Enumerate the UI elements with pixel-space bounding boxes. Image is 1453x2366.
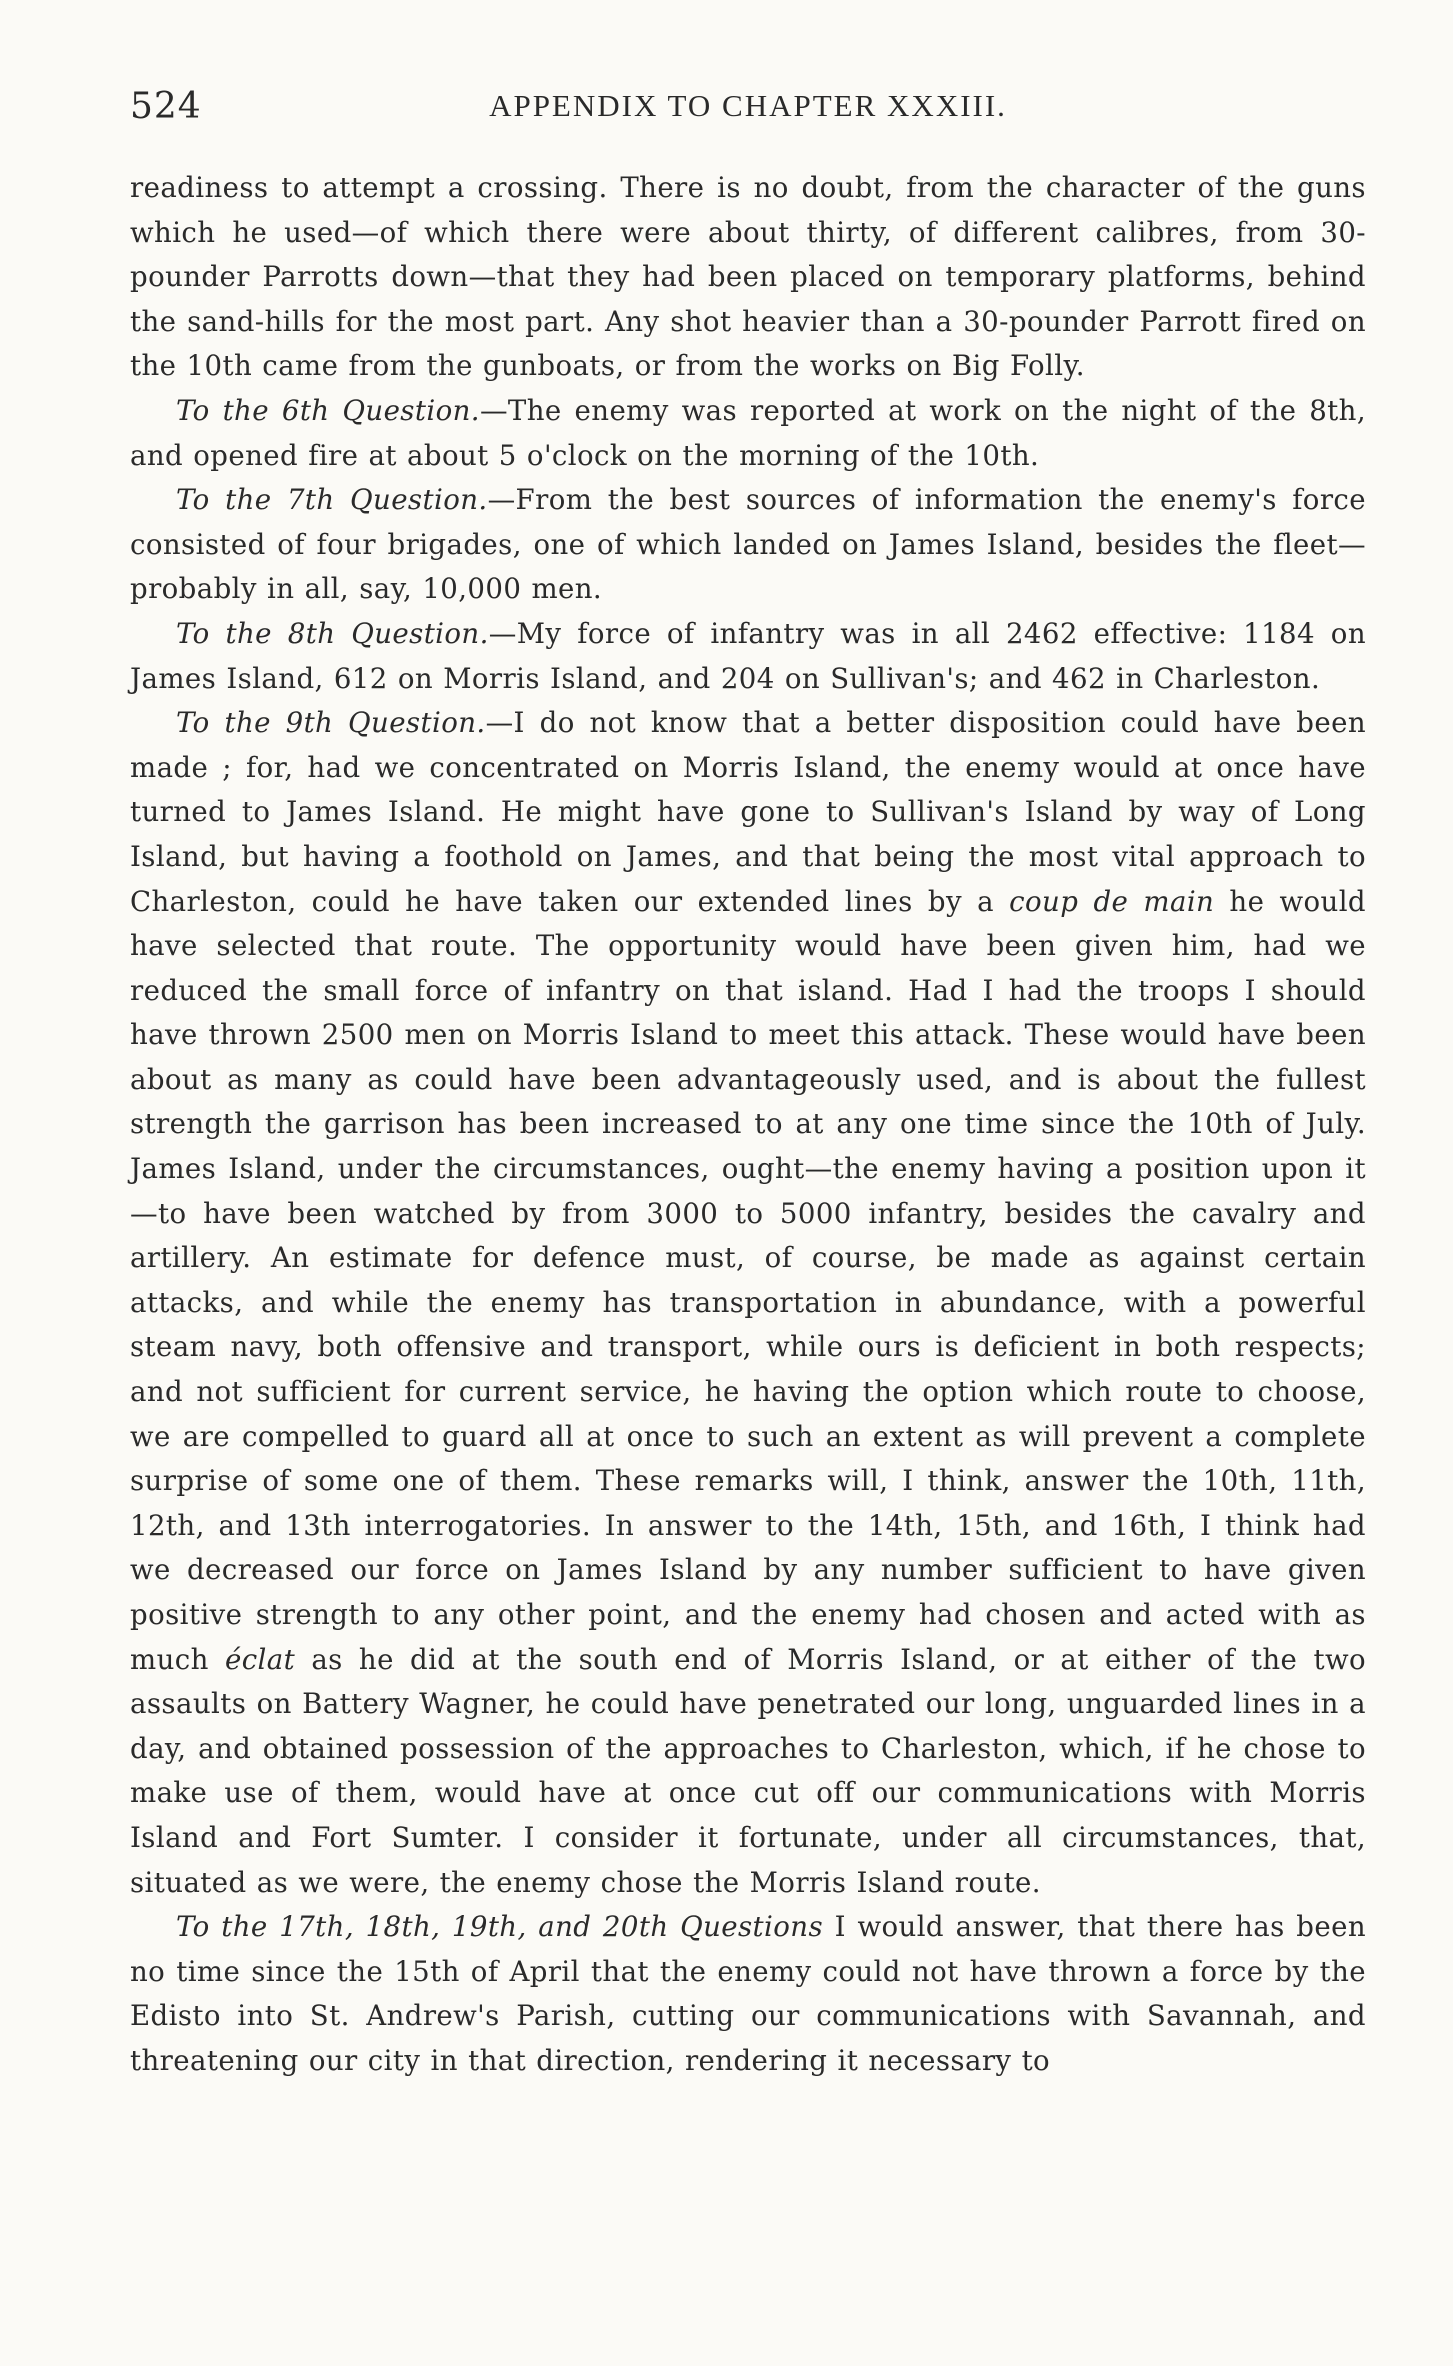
paragraph-text: —The enemy was reported at work on the night of the 8th, and opened fire at about 5 o'clock on the morning of the 10th. (130, 393, 1366, 472)
paragraph-8th-question (130, 612, 1366, 701)
paragraph-17th-20th-questions (130, 1905, 1366, 2083)
paragraph-text: —From the best sources of information the enemy's force consisted of four brigades, one of which landed on James Island, besides the fleet—probably in all, say, 10,000 men. (130, 483, 1366, 606)
question-lead: To the 6th Question. (176, 393, 480, 427)
question-lead: To the 9th Question. (176, 706, 486, 740)
paragraph-7th-question (130, 478, 1366, 612)
emphasis-coup-de-main: coup de main (1009, 884, 1215, 918)
body-text (130, 166, 1366, 2084)
paragraph-9th-question (130, 701, 1366, 1905)
page-header (130, 86, 1366, 136)
paragraph-text: as he did at the south end of Morris Island, or at either of the two assaults on Battery Wagner, he could have penetrated our long, unguarded lines in a day, and obtained possession of the approaches to Charleston, which, if he chose to make use of them, would have at once cut off our communications with Morris Island and Fort Sumter. I consider it fortunate, under all circumstances, that, situated as we were, the enemy chose the Morris Island route. (130, 1642, 1367, 1899)
emphasis-eclat: éclat (224, 1642, 296, 1676)
paragraph-text: —My force of infantry was in all 2462 effective: 1184 on James Island, 612 on Morris Island, and 204 on Sullivan's; and 462 in Charleston. (130, 616, 1366, 695)
paragraph-text: I would answer, that there has been no time since the 15th of April that the enemy could not have thrown a force by the Edisto into St. Andrew's Parish, cutting our communications with Savannah, and threatening our city in that direction, rendering it necessary to (130, 1910, 1366, 2077)
question-lead: To the 7th Question. (176, 483, 488, 517)
question-lead: To the 17th, 18th, 19th, and 20th Questions (176, 1910, 824, 1944)
page-number: 524 (130, 86, 202, 127)
paragraph-continuation (130, 166, 1366, 389)
paragraph-6th-question (130, 389, 1366, 478)
question-lead: To the 8th Question. (176, 616, 489, 650)
running-head: APPENDIX TO CHAPTER XXXIII. (489, 88, 1007, 123)
paragraph-text: —I do not know that a better disposition could have been made ; for, had we concentrated on Morris Island, the enemy would at once have turned to James Island. He might have gone to Sullivan's Island by way of Long Island, but having a foothold on James, and that being the most vital approach to Charleston, could he have taken our extended lines by a (130, 706, 1366, 918)
paragraph-text: he would have selected that route. The opportunity would have been given him, had we reduced the small force of infantry on that island. Had I had the troops I should have thrown 2500 men on Morris Island to meet this attack. These would have been about as many as could have been advantageously used, and is about the fullest strength the garrison has been increased to at any one time since the 10th of July. James Island, under the circumstances, ought—the enemy having a position upon it—to have been watched by from 3000 to 5000 infantry, besides the cavalry and artillery. An estimate for defence must, of course, be made as against certain attacks, and while the enemy has transportation in abundance, with a powerful steam navy, both offensive and transport, while ours is deficient in both respects; and not sufficient for current service, he having the option which route to choose, we are compelled to guard all at once to such an extent as will prevent a complete surprise of some one of them. These remarks will, I think, answer the 10th, 11th, 12th, and 13th interrogatories. In answer to the 14th, 15th, and 16th, I think had we decreased our force on James Island by any number sufficient to have given positive strength to any other point, and the enemy had chosen and acted with as much (130, 884, 1366, 1676)
paragraph-text: readiness to attempt a crossing. There is no doubt, from the character of the guns which he used—of which there were about thirty, of different calibres, from 30-pounder Parrotts down—that they had been placed on temporary platforms, behind the sand-hills for the most part. Any shot heavier than a 30-pounder Parrott fired on the 10th came from the gunboats, or from the works on Big Folly. (130, 171, 1366, 383)
